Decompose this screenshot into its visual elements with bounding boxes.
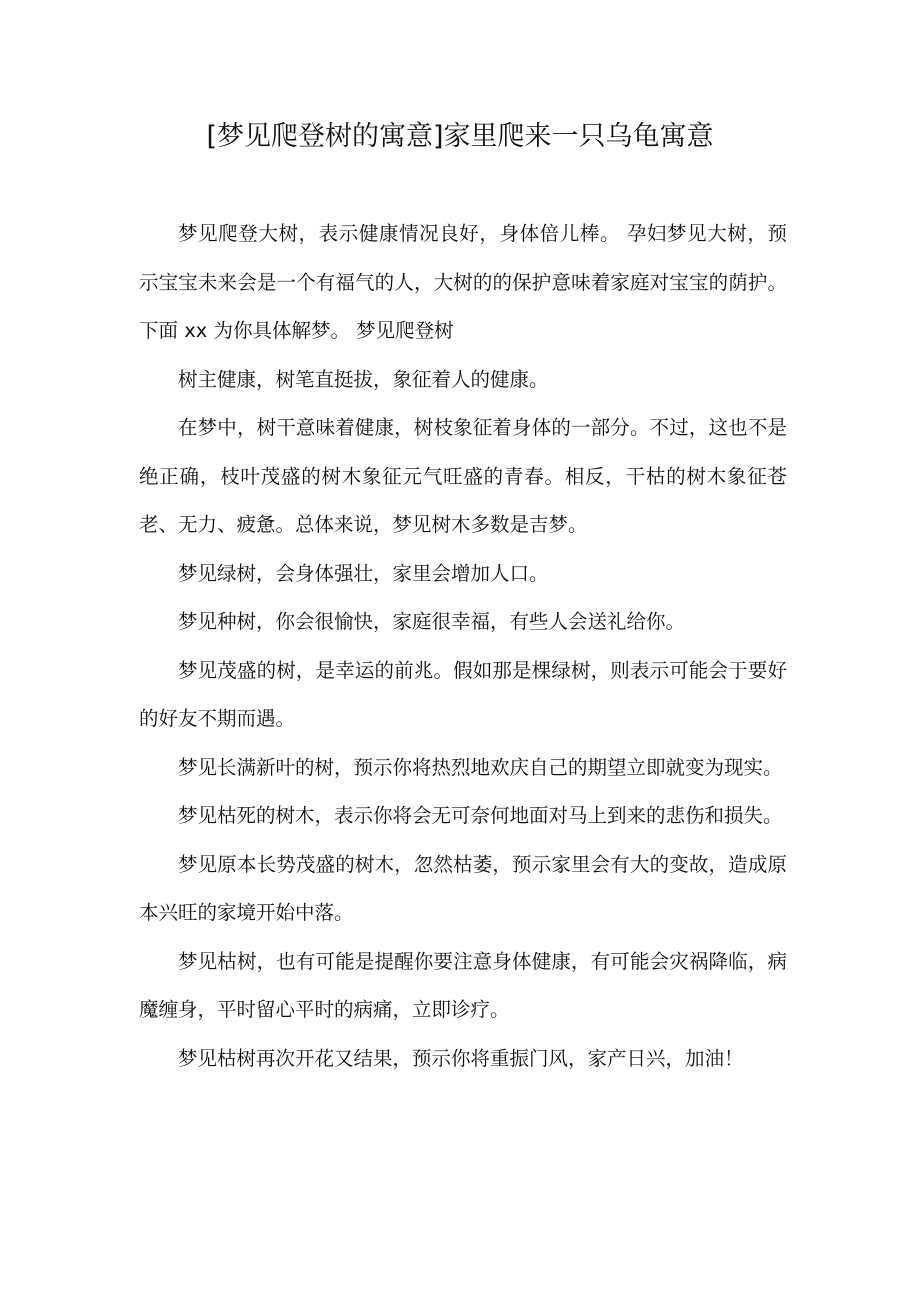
paragraph: 梦见原本长势茂盛的树木，忽然枯萎，预示家里会有大的变故，造成原本兴旺的家境开始中落。 <box>139 852 787 924</box>
paragraph: 梦见绿树，会身体强壮，家里会增加人口。 <box>178 561 549 585</box>
document-body <box>139 210 787 1083</box>
paragraph: 在梦中，树干意味着健康，树枝象征着身体的一部分。不过，这也不是绝正确，枝叶茂盛的树木象征元气旺盛的青春。相反，干枯的树木象征苍老、无力、疲惫。总体来说，梦见树木多数是吉梦。 <box>139 416 787 536</box>
paragraph: 树主健康，树笔直挺拔，象征着人的健康。 <box>178 367 549 391</box>
paragraph: 梦见枯死的树木，表示你将会无可奈何地面对马上到来的悲伤和损失。 <box>178 804 783 827</box>
paragraph: 梦见长满新叶的树，预示你将热烈地欢庆自己的期望立即就变为现实。 <box>178 755 783 779</box>
paragraph: 梦见枯树，也有可能是提醒你要注意身体健康，有可能会灾祸降临，病魔缠身，平时留心平时的病痛，立即诊疗。 <box>139 949 787 1021</box>
document-title: [梦见爬登树的寓意]家里爬来一只乌龟寓意 <box>206 121 714 152</box>
paragraph: 梦见枯树再次开花又结果，预示你将重振门风，家产日兴，加油！ <box>178 1046 744 1070</box>
paragraph: 梦见爬登大树，表示健康情况良好，身体倍儿棒。 孕妇梦见大树，预示宝宝未来会是一个有福气的人，大树的的保护意味着家庭对宝宝的荫护。 下面 xx 为你具体解梦。 梦见爬登树 <box>139 222 787 342</box>
paragraph: 梦见茂盛的树，是幸运的前兆。假如那是棵绿树，则表示可能会于要好的好友不期而遇。 <box>139 658 787 730</box>
paragraph: 梦见种树，你会很愉快，家庭很幸福，有些人会送礼给你。 <box>178 610 686 633</box>
